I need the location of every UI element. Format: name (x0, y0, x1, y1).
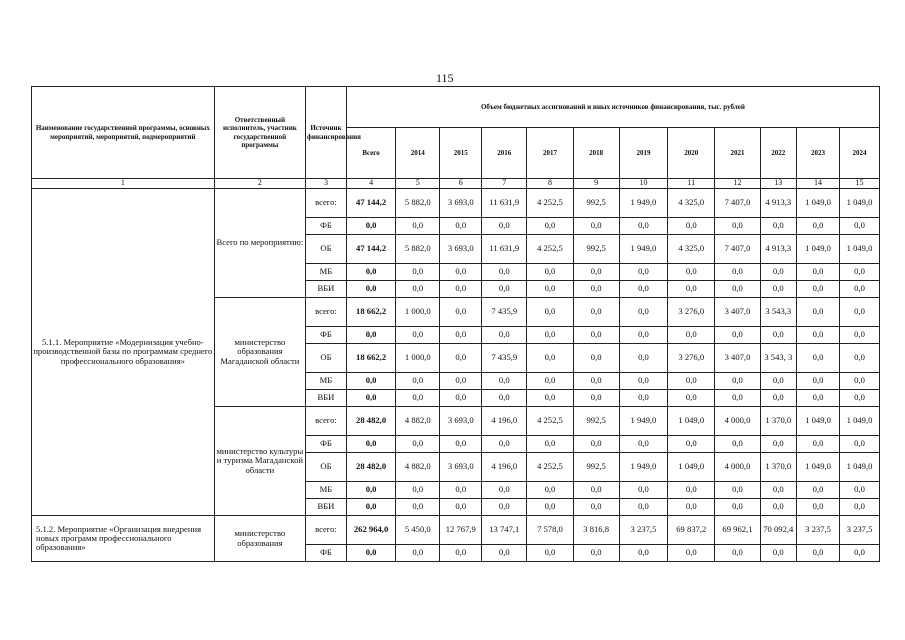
column-number: 4 (346, 179, 395, 189)
measure-name: 5.1.1. Мероприятие «Модернизация учебно-производственной базы по программам среднего профессионального образования» (32, 189, 215, 516)
executor-cell: министерство образования Магаданской области (214, 298, 305, 407)
header-exec-col: Ответственный исполнитель, участник государственной программы (214, 87, 305, 179)
value-cell: 0,0 (619, 373, 667, 390)
value-cell: 0,0 (482, 499, 527, 516)
value-cell: 1 949,0 (619, 189, 667, 218)
header-year: 2015 (440, 128, 482, 179)
header-year: 2019 (619, 128, 667, 179)
value-cell: 0,0 (715, 436, 760, 453)
value-cell: 0,0 (760, 545, 797, 562)
value-cell: 0,0 (396, 281, 440, 298)
value-cell: 0,0 (760, 218, 797, 235)
header-year: 2021 (715, 128, 760, 179)
value-cell: 0,0 (573, 436, 619, 453)
source-cell: МБ (306, 373, 347, 390)
source-cell: всего: (306, 516, 347, 545)
value-cell: 0,0 (619, 436, 667, 453)
value-cell: 3 816,8 (573, 516, 619, 545)
value-cell: 1 049,0 (668, 407, 715, 436)
column-number: 6 (440, 179, 482, 189)
value-cell: 0,0 (760, 327, 797, 344)
value-cell: 1 049,0 (840, 407, 880, 436)
column-number: 10 (619, 179, 667, 189)
value-cell: 0,0 (797, 218, 840, 235)
value-cell: 0,0 (619, 281, 667, 298)
value-cell: 1 000,0 (396, 344, 440, 373)
column-number: 3 (306, 179, 347, 189)
value-cell: 0,0 (840, 436, 880, 453)
value-cell: 0,0 (797, 482, 840, 499)
value-cell: 0,0 (440, 344, 482, 373)
value-cell: 7 407,0 (715, 235, 760, 264)
value-cell: 4 252,5 (527, 235, 573, 264)
value-cell: 3 693,0 (440, 235, 482, 264)
value-cell: 992,5 (573, 189, 619, 218)
source-cell: ФБ (306, 545, 347, 562)
value-cell: 0,0 (760, 390, 797, 407)
value-cell: 0,0 (840, 390, 880, 407)
value-cell: 0,0 (527, 298, 573, 327)
value-cell: 0,0 (527, 344, 573, 373)
value-cell: 0,0 (668, 264, 715, 281)
value-cell: 1 949,0 (619, 453, 667, 482)
value-cell: 11 631,9 (482, 235, 527, 264)
total-cell: 262 964,0 (346, 516, 395, 545)
value-cell: 0,0 (840, 499, 880, 516)
value-cell: 0,0 (797, 264, 840, 281)
value-cell: 0,0 (668, 482, 715, 499)
value-cell: 7 578,0 (527, 516, 573, 545)
column-number: 7 (482, 179, 527, 189)
value-cell: 0,0 (440, 373, 482, 390)
value-cell: 1 949,0 (619, 235, 667, 264)
value-cell: 0,0 (715, 482, 760, 499)
value-cell: 0,0 (440, 327, 482, 344)
value-cell: 69 837,2 (668, 516, 715, 545)
header-volume-col: Объем бюджетных ассигнований и иных источников финансирования, тыс. рублей (346, 87, 879, 128)
source-cell: ФБ (306, 327, 347, 344)
value-cell: 0,0 (527, 373, 573, 390)
value-cell: 1 049,0 (840, 453, 880, 482)
value-cell: 4 882,0 (396, 407, 440, 436)
value-cell: 0,0 (396, 482, 440, 499)
value-cell: 0,0 (619, 482, 667, 499)
value-cell: 0,0 (668, 373, 715, 390)
value-cell: 0,0 (482, 373, 527, 390)
total-cell: 0,0 (346, 281, 395, 298)
column-number: 11 (668, 179, 715, 189)
value-cell: 0,0 (619, 298, 667, 327)
total-cell: 0,0 (346, 218, 395, 235)
value-cell: 4 325,0 (668, 235, 715, 264)
value-cell: 0,0 (619, 218, 667, 235)
value-cell: 0,0 (668, 327, 715, 344)
source-cell: ОБ (306, 453, 347, 482)
value-cell: 1 049,0 (668, 453, 715, 482)
value-cell: 0,0 (573, 373, 619, 390)
value-cell: 0,0 (715, 499, 760, 516)
value-cell: 0,0 (760, 482, 797, 499)
column-number: 14 (797, 179, 840, 189)
value-cell: 0,0 (440, 390, 482, 407)
total-cell: 18 662,2 (346, 344, 395, 373)
source-cell: всего: (306, 407, 347, 436)
column-number: 13 (760, 179, 797, 189)
value-cell: 0,0 (527, 499, 573, 516)
value-cell: 0,0 (715, 218, 760, 235)
value-cell: 992,5 (573, 407, 619, 436)
value-cell: 70 092,4 (760, 516, 797, 545)
value-cell: 3 276,0 (668, 298, 715, 327)
total-cell: 0,0 (346, 545, 395, 562)
value-cell: 7 435,9 (482, 298, 527, 327)
header-year: 2017 (527, 128, 573, 179)
value-cell: 0,0 (396, 373, 440, 390)
value-cell: 0,0 (527, 482, 573, 499)
value-cell: 0,0 (440, 264, 482, 281)
value-cell: 4 913,3 (760, 235, 797, 264)
value-cell: 0,0 (396, 499, 440, 516)
value-cell: 0,0 (482, 436, 527, 453)
value-cell: 0,0 (760, 499, 797, 516)
value-cell: 0,0 (440, 436, 482, 453)
value-cell: 0,0 (482, 482, 527, 499)
total-cell: 0,0 (346, 373, 395, 390)
value-cell: 0,0 (396, 327, 440, 344)
value-cell: 0,0 (760, 436, 797, 453)
executor-cell: министерство культуры и туризма Магаданской области (214, 407, 305, 516)
value-cell: 0,0 (573, 344, 619, 373)
source-cell: ВБИ (306, 390, 347, 407)
value-cell: 4 196,0 (482, 453, 527, 482)
value-cell: 4 000,0 (715, 453, 760, 482)
total-cell: 0,0 (346, 499, 395, 516)
value-cell: 0,0 (715, 373, 760, 390)
column-number: 12 (715, 179, 760, 189)
total-cell: 47 144,2 (346, 189, 395, 218)
value-cell: 1 949,0 (619, 407, 667, 436)
column-number: 8 (527, 179, 573, 189)
header-name-col: Наименование государственной программы, основных мероприятий, мероприятий, подмероприятий (32, 87, 215, 179)
value-cell: 4 196,0 (482, 407, 527, 436)
header-year: 2023 (797, 128, 840, 179)
value-cell: 1 370,0 (760, 453, 797, 482)
source-cell: ОБ (306, 344, 347, 373)
value-cell: 4 252,5 (527, 407, 573, 436)
value-cell: 4 252,5 (527, 453, 573, 482)
value-cell: 11 631,9 (482, 189, 527, 218)
value-cell: 1 049,0 (797, 235, 840, 264)
value-cell: 0,0 (527, 436, 573, 453)
header-year: 2022 (760, 128, 797, 179)
value-cell: 3 693,0 (440, 189, 482, 218)
value-cell: 4 325,0 (668, 189, 715, 218)
value-cell: 0,0 (797, 344, 840, 373)
column-number: 5 (396, 179, 440, 189)
total-cell: 28 482,0 (346, 407, 395, 436)
value-cell: 0,0 (396, 218, 440, 235)
value-cell: 0,0 (840, 264, 880, 281)
value-cell: 0,0 (715, 390, 760, 407)
value-cell: 0,0 (396, 390, 440, 407)
table-row (32, 516, 880, 545)
header-year: 2020 (668, 128, 715, 179)
total-cell: 47 144,2 (346, 235, 395, 264)
value-cell: 0,0 (619, 264, 667, 281)
value-cell: 0,0 (573, 264, 619, 281)
value-cell: 3 237,5 (619, 516, 667, 545)
measure-name: 5.1.2. Мероприятие «Организация внедрения новых программ профессионального образования» (32, 516, 215, 562)
value-cell: 0,0 (573, 390, 619, 407)
executor-cell: министерство образования (214, 516, 305, 562)
value-cell: 0,0 (840, 482, 880, 499)
value-cell: 0,0 (668, 545, 715, 562)
value-cell: 0,0 (527, 218, 573, 235)
value-cell: 0,0 (527, 390, 573, 407)
value-cell: 3 543, 3 (760, 344, 797, 373)
value-cell: 0,0 (760, 264, 797, 281)
total-cell: 28 482,0 (346, 453, 395, 482)
value-cell: 0,0 (715, 545, 760, 562)
value-cell: 0,0 (396, 264, 440, 281)
value-cell: 0,0 (760, 281, 797, 298)
budget-table (31, 86, 880, 562)
value-cell: 0,0 (573, 482, 619, 499)
value-cell: 0,0 (527, 264, 573, 281)
value-cell: 1 049,0 (797, 407, 840, 436)
value-cell: 0,0 (527, 281, 573, 298)
value-cell: 0,0 (527, 327, 573, 344)
value-cell: 0,0 (760, 373, 797, 390)
value-cell: 0,0 (797, 327, 840, 344)
value-cell: 1 049,0 (840, 235, 880, 264)
value-cell: 3 543,3 (760, 298, 797, 327)
value-cell: 0,0 (527, 545, 573, 562)
source-cell: МБ (306, 482, 347, 499)
value-cell: 0,0 (440, 281, 482, 298)
value-cell: 1 370,0 (760, 407, 797, 436)
value-cell: 0,0 (668, 436, 715, 453)
column-number: 15 (840, 179, 880, 189)
value-cell: 0,0 (440, 482, 482, 499)
header-year: 2016 (482, 128, 527, 179)
value-cell: 5 882,0 (396, 189, 440, 218)
source-cell: ВБИ (306, 499, 347, 516)
value-cell: 0,0 (573, 499, 619, 516)
value-cell: 3 237,5 (840, 516, 880, 545)
column-number: 2 (214, 179, 305, 189)
value-cell: 0,0 (482, 218, 527, 235)
value-cell: 0,0 (619, 499, 667, 516)
value-cell: 3 693,0 (440, 453, 482, 482)
value-cell: 1 049,0 (840, 189, 880, 218)
value-cell: 0,0 (396, 545, 440, 562)
source-cell: МБ (306, 264, 347, 281)
value-cell: 0,0 (797, 298, 840, 327)
value-cell: 69 962,1 (715, 516, 760, 545)
value-cell: 1 049,0 (797, 189, 840, 218)
value-cell: 0,0 (440, 298, 482, 327)
source-cell: всего: (306, 189, 347, 218)
value-cell: 0,0 (440, 499, 482, 516)
value-cell: 0,0 (440, 545, 482, 562)
value-cell: 3 407,0 (715, 298, 760, 327)
value-cell: 7 435,9 (482, 344, 527, 373)
value-cell: 0,0 (797, 436, 840, 453)
value-cell: 0,0 (619, 327, 667, 344)
value-cell: 0,0 (482, 264, 527, 281)
value-cell: 0,0 (396, 436, 440, 453)
value-cell: 0,0 (840, 327, 880, 344)
value-cell: 0,0 (840, 218, 880, 235)
value-cell: 0,0 (797, 545, 840, 562)
column-number: 1 (32, 179, 215, 189)
total-cell: 18 662,2 (346, 298, 395, 327)
value-cell: 4 882,0 (396, 453, 440, 482)
value-cell: 4 913,3 (760, 189, 797, 218)
executor-cell: Всего по мероприятию: (214, 189, 305, 298)
value-cell: 0,0 (797, 390, 840, 407)
value-cell: 0,0 (482, 327, 527, 344)
value-cell: 5 450,0 (396, 516, 440, 545)
value-cell: 0,0 (840, 373, 880, 390)
value-cell: 0,0 (573, 298, 619, 327)
header-year: 2024 (840, 128, 880, 179)
value-cell: 0,0 (840, 281, 880, 298)
column-number: 9 (573, 179, 619, 189)
source-cell: ОБ (306, 235, 347, 264)
value-cell: 5 882,0 (396, 235, 440, 264)
value-cell: 7 407,0 (715, 189, 760, 218)
value-cell: 3 693,0 (440, 407, 482, 436)
value-cell: 0,0 (619, 390, 667, 407)
value-cell: 0,0 (668, 390, 715, 407)
value-cell: 992,5 (573, 453, 619, 482)
value-cell: 0,0 (668, 218, 715, 235)
value-cell: 0,0 (482, 545, 527, 562)
value-cell: 0,0 (440, 218, 482, 235)
value-cell: 0,0 (797, 499, 840, 516)
value-cell: 0,0 (797, 373, 840, 390)
table-row (32, 189, 880, 218)
value-cell: 0,0 (715, 264, 760, 281)
value-cell: 1 049,0 (797, 453, 840, 482)
value-cell: 0,0 (797, 281, 840, 298)
header-source-col: Источник финансирования (306, 87, 347, 179)
header-year: 2014 (396, 128, 440, 179)
value-cell: 0,0 (840, 344, 880, 373)
value-cell: 12 767,9 (440, 516, 482, 545)
source-cell: ФБ (306, 218, 347, 235)
value-cell: 3 276,0 (668, 344, 715, 373)
value-cell: 0,0 (668, 499, 715, 516)
source-cell: ФБ (306, 436, 347, 453)
total-cell: 0,0 (346, 327, 395, 344)
header-total-col: Всего (346, 128, 395, 179)
value-cell: 3 407,0 (715, 344, 760, 373)
total-cell: 0,0 (346, 264, 395, 281)
value-cell: 1 000,0 (396, 298, 440, 327)
value-cell: 0,0 (840, 545, 880, 562)
value-cell: 4 000,0 (715, 407, 760, 436)
value-cell: 13 747,1 (482, 516, 527, 545)
value-cell: 0,0 (573, 281, 619, 298)
value-cell: 0,0 (715, 327, 760, 344)
value-cell: 0,0 (619, 545, 667, 562)
value-cell: 0,0 (573, 545, 619, 562)
page-number: 115 (436, 71, 454, 85)
total-cell: 0,0 (346, 436, 395, 453)
value-cell: 0,0 (668, 281, 715, 298)
header-year: 2018 (573, 128, 619, 179)
value-cell: 4 252,5 (527, 189, 573, 218)
source-cell: ВБИ (306, 281, 347, 298)
value-cell: 992,5 (573, 235, 619, 264)
value-cell: 0,0 (573, 218, 619, 235)
value-cell: 0,0 (573, 327, 619, 344)
total-cell: 0,0 (346, 390, 395, 407)
value-cell: 0,0 (482, 281, 527, 298)
total-cell: 0,0 (346, 482, 395, 499)
value-cell: 0,0 (619, 344, 667, 373)
value-cell: 3 237,5 (797, 516, 840, 545)
value-cell: 0,0 (482, 390, 527, 407)
source-cell: всего: (306, 298, 347, 327)
value-cell: 0,0 (840, 298, 880, 327)
value-cell: 0,0 (715, 281, 760, 298)
